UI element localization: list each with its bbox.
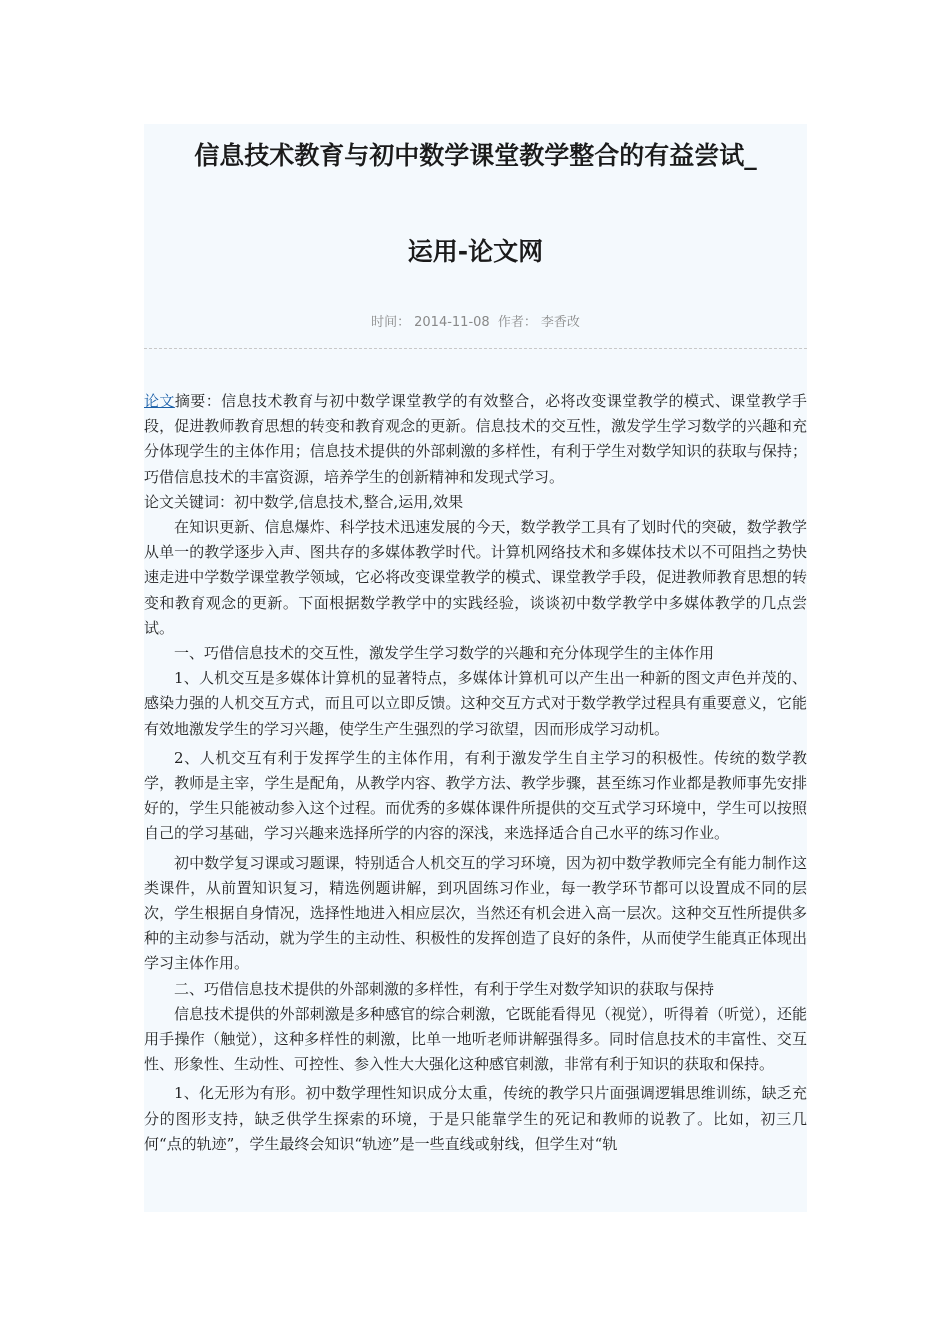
paragraph: 1、化无形为有形。初中数学理性知识成分太重，传统的教学只片面强调逻辑思维训练，缺乏充分的图形支持，缺乏供学生探索的环境，于是只能靠学生的死记和教师的说教了。比如，初三几何“点的轨迹”，学生最终会知识“轨迹”是一些直线或射线，但学生对“轨 [144, 1084, 807, 1153]
article-title-line-2: 运用-论文网 [407, 237, 544, 266]
time-label: 时间： [371, 315, 411, 330]
article-body [144, 389, 807, 1157]
paragraph: 1、人机交互是多媒体计算机的显著特点，多媒体计算机可以产生出一种新的图文声色并茂的、感染力强的人机交互方式，而且可以立即反馈。这种交互方式对于数学教学过程具有重要意义，它能有效地激发学生的学习兴趣，使学生产生强烈的学习欲望，因而形成学习动机。 [144, 669, 807, 738]
dashed-divider [144, 348, 807, 349]
paragraph: 初中数学复习课或习题课，特别适合人机交互的学习环境，因为初中数学教师完全有能力制作这类课件，从前置知识复习，精选例题讲解，到巩固练习作业，每一教学环节都可以设置成不同的层次，学生根据自身情况，选择性地进入相应层次，当然还有机会进入高一层次。这种交互性所提供多种的主动参与活动，就为学生的主动性、积极性的发挥创造了良好的条件，从而使学生能真正体现出学习主体作用。 [144, 853, 807, 973]
abstract-text: 摘要：信息技术教育与初中数学课堂教学的有效整合，必将改变课堂教学的模式、课堂教学手段，促进教师教育思想的转变和教育观念的更新。信息技术的交互性，激发学生学习数学的兴趣和充分体现学生的主体作用；信息技术提供的外部刺激的多样性，有利于学生对数学知识的获取与保持；巧借信息技术的丰富资源，培养学生的创新精神和发现式学习。 [144, 392, 807, 486]
article-meta [144, 311, 807, 330]
keywords-line: 论文关键词：初中数学,信息技术,整合,运用,效果 [144, 492, 464, 511]
abstract-paragraph [144, 389, 807, 490]
author-label: 作者： [497, 315, 537, 330]
author-name: 李香改 [540, 315, 580, 330]
section-heading: 二、巧借信息技术提供的外部刺激的多样性，有利于学生对数学知识的获取与保持 [174, 979, 715, 998]
paragraph: 在知识更新、信息爆炸、科学技术迅速发展的今天，数学教学工具有了划时代的突破，数学教学从单一的教学逐步入声、图共存的多媒体教学时代。计算机网络技术和多媒体技术以不可阻挡之势快速走进中学数学课堂教学领域，它必将改变课堂教学的模式、课堂教学手段，促进教师教育思想的转变和教育观念的更新。下面根据数学教学中的实践经验，谈谈初中数学教学中多媒体教学的几点尝试。 [144, 518, 807, 637]
abstract-link[interactable]: 论文 [144, 392, 175, 410]
article-title-line-1: 信息技术教育与初中数学课堂教学整合的有益尝试_ [194, 141, 757, 170]
paragraph: 信息技术提供的外部刺激是多种感官的综合刺激，它既能看得见（视觉），听得着（听觉），还能用手操作（触觉），这种多样性的刺激，比单一地听老师讲解强得多。同时信息技术的丰富性、交互性、形象性、生动性、可控性、参入性大大强化这种感官刺激，非常有利于知识的获取和保持。 [144, 1004, 807, 1074]
section-heading: 一、巧借信息技术的交互性，激发学生学习数学的兴趣和充分体现学生的主体作用 [174, 644, 715, 663]
paragraph: 2、人机交互有利于发挥学生的主体作用，有利于激发学生自主学习的积极性。传统的数学教学，教师是主宰，学生是配角，从教学内容、教学方法、教学步骤，甚至练习作业都是教师事先安排好的，学生只能被动参入这个过程。而优秀的多媒体课件所提供的交互式学习环境中，学生可以按照自己的学习基础，学习兴趣来选择所学的内容的深浅，来选择适合自己水平的练习作业。 [144, 748, 807, 843]
publish-date: 2014-11-08 [414, 315, 490, 330]
